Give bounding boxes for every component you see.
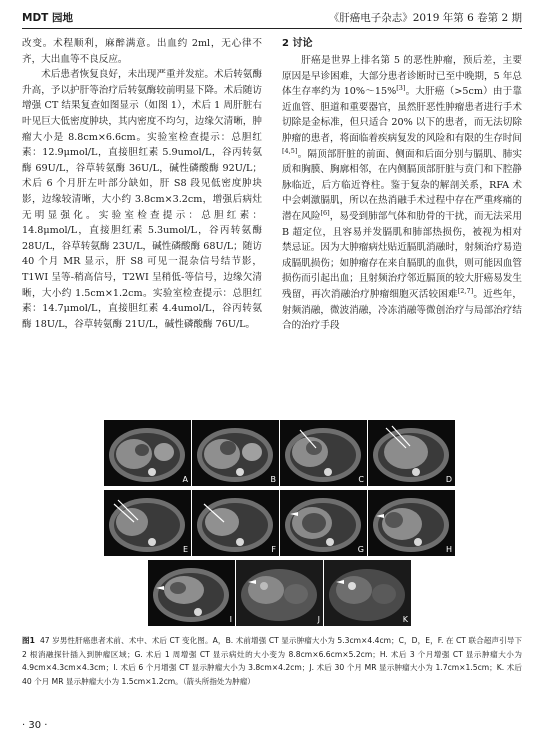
panel-label: B <box>270 475 276 484</box>
panel-label: A <box>182 475 188 484</box>
text-run: ，易受到肺部气体和肋骨的干扰，而无法采用 B 超定位，且容易并发膈肌和肺部热损伤，被视为相对禁忌证。因为大肿瘤病灶贴近膈肌消融时，射频治疗易造成膈肌损伤；如肿瘤存在来自膈肌的血供，则可能因血管损伤而引起出血；且射频治疗邻近膈顶的较大肝癌易发生残留，再次消融治疗肿瘤细胞灭活较困难 <box>282 210 523 300</box>
panel-label: C <box>358 475 364 484</box>
figure-number: 图1 <box>22 636 35 645</box>
panel-label: F <box>271 545 276 554</box>
panel-label: J <box>317 615 320 624</box>
ct-panel <box>368 420 455 486</box>
mr-panel <box>236 560 323 626</box>
mr-panel <box>324 560 411 626</box>
text-run: 肝癌是世界上排名第 5 的恶性肿瘤，预后差，主要原因是早诊困难，大部分患者诊断时已至中晚期，5 年总体生存率约为 10%～15% <box>282 55 522 98</box>
ct-panel <box>192 490 279 556</box>
caption-text: 47 岁男性肝癌患者术前、术中、术后 CT 变化图。A，B. 术前增强 CT 显示肿瘤大小为 5.3cm×4.4cm；C，D，E，F. 在 CT 联合超声引导下 2 根消融探针插入到肿瘤区域；G. 术后 1 周增强 CT 显示病灶的大小变为 8.8cm×6.6cm×5.2cm；H. 术后 3 个月增强 CT 显示肿瘤大小为 4.9cm×4.3cm×4.3cm；I. 术后 6 个月增强 CT 显示肿瘤大小为 3.8cm×4.2cm；J. 术后 30 个月 MR 显示肿瘤大小为 1.7cm×1.5cm；K. 术后 40 个月 MR 显示肿瘤大小为 1.5cm×1.2cm。（箭头所指处为肿瘤） <box>22 636 523 686</box>
ct-panel <box>368 490 455 556</box>
panel-label: D <box>445 475 452 484</box>
ct-panel <box>192 420 279 486</box>
ct-panel <box>280 490 367 556</box>
section-heading: 2 讨论 <box>282 38 313 49</box>
page-number: · 30 · <box>22 720 48 731</box>
header-rule <box>22 28 522 29</box>
ct-panel <box>104 420 191 486</box>
ct-figure <box>104 420 456 628</box>
citation: [3] <box>396 84 406 92</box>
figure-caption <box>22 634 522 688</box>
paragraph: 术后患者恢复良好，未出现严重并发症。术后转氨酶升高，予以护肝等治疗后转氨酶较前明显下降。术后随访增强 CT 结果复查如图显示（如图 1），术后 1 周肝脏右叶见巨大低密度肿块，其内密度不均匀，边缘欠清晰，肿瘤大小是 8.8cm×6.6cm。实验室检查提示：总胆红素：12.9μmol/L，直接胆红素 5.9umol/L，谷丙转氨酶 69U/L，谷草转氨酶 36U/L，碱性磷酸酶 92U/L；术后 6 个月肝左叶部分缺如，肝 S8 段见低密度肿块影，边缘较清晰，大小约 3.8cm×3.2cm，增强后病灶无明显强化。实验室检查提示：总胆红素：14.8μmol/L，直接胆红素 5.3umol/L，谷丙转氨酶 28U/L，谷草转氨酶 23U/L，碱性磷酸酶 68U/L；随访 40 个月 MR 显示，肝 S8 可见一混杂信号结节影，T1WI 呈等-稍高信号，T2WI 呈稍低-等信号，边缘欠清晰，大小约 1.5cm×1.2cm。实验室检查提示：总胆红素：14.7μmol/L，直接胆红素 4.4umol/L，谷丙转氨酶 18U/L，谷草转氨酶 21U/L，碱性磷酸酶 76U/L。 <box>22 69 262 330</box>
panel-label: H <box>445 545 452 554</box>
citation: [6] <box>320 208 330 217</box>
paragraph <box>282 53 522 334</box>
ct-panel <box>148 560 235 626</box>
panel-label: K <box>402 615 408 624</box>
page-header <box>22 10 522 26</box>
left-column <box>22 36 262 332</box>
ct-panel <box>104 490 191 556</box>
panel-label: G <box>357 545 364 554</box>
section-title: MDT 园地 <box>22 12 73 24</box>
panel-label: E <box>182 545 188 554</box>
text-run: 。近些年，射频消融，微波消融，冷冻消融等微创治疗与局部治疗结合的治疗手段 <box>282 288 523 332</box>
text-run: 。大肝癌（>5cm）由于靠近血管、胆道和重要器官，虽然肝恶性肿瘤患者进行手术切除是金标准，但只适合 20% 以下的患者，而无法切除肿瘤的患者，将面临着疾病复发的风险和有限的生存时间 <box>282 86 522 144</box>
citation: [4,5] <box>282 146 298 155</box>
right-column <box>282 36 522 334</box>
panel-label: I <box>229 615 232 624</box>
journal-title: 《肝癌电子杂志》2019 年第 6 卷第 2 期 <box>328 12 522 24</box>
ct-panel <box>280 420 367 486</box>
text-run: 。隔顶部肝脏的前面、侧面和后面分别与膈肌、肺实质和胸膜、胸廓相邻，在内侧膈顶部肝脏与贲门和下腔静脉临近，后方临近脊柱。鉴于复杂的解剖关系，RFA 术中会刺激膈肌，所以在热消融手术过程中存在严重疼痛的潜在风险 <box>282 148 522 222</box>
paragraph: 改变。术程顺利，麻醉满意。出血约 2ml，无心律不齐，大出血等不良反应。 <box>22 38 262 65</box>
citation: [2,7] <box>457 286 474 295</box>
